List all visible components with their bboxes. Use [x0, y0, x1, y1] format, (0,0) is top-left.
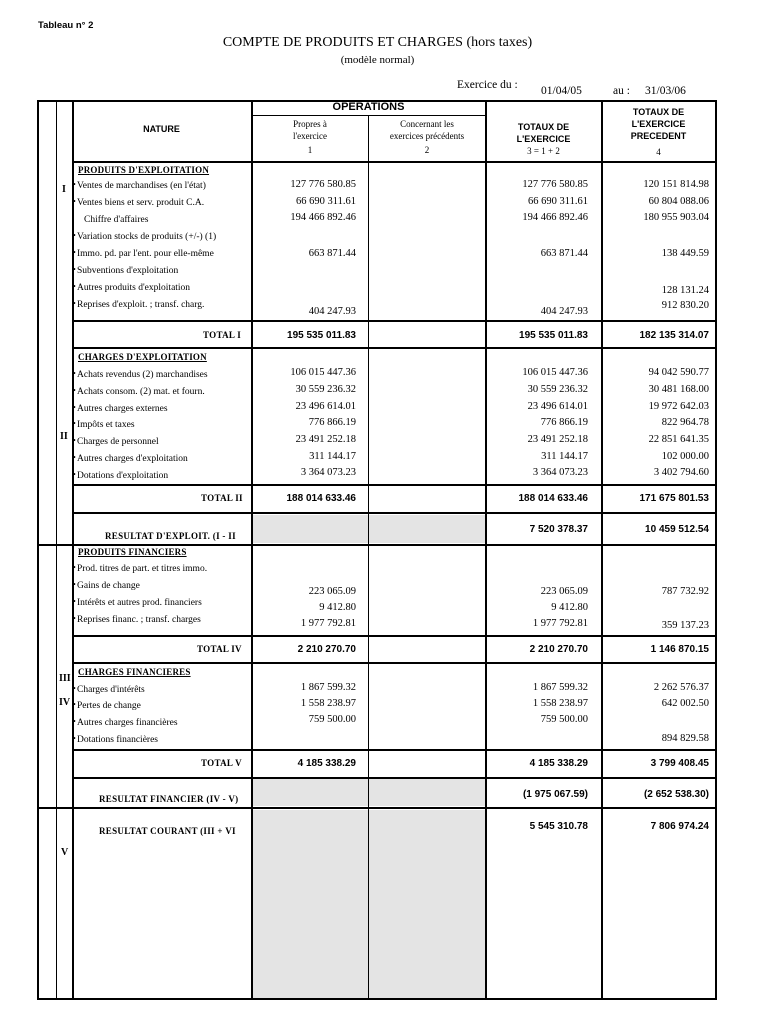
nature-header: NATURE — [143, 124, 180, 134]
cell-c1: 311 144.17 — [309, 451, 356, 462]
exercice-date-from: 01/04/05 — [541, 85, 582, 97]
total-II-c4: 171 675 801.53 — [639, 493, 709, 504]
totaux-exercice-header: TOTAUX DE L'EXERCICE 3 = 1 + 2 — [516, 122, 571, 156]
resultat-financier-c3: (1 975 067.59) — [522, 789, 588, 800]
total-IV-c3: 2 210 270.70 — [529, 644, 588, 655]
row-label: • Gains de change — [77, 581, 140, 591]
cell-c4: 120 151 814.98 — [643, 179, 709, 190]
cell-c4: 19 972 642.03 — [648, 401, 709, 412]
page-subtitle: (modèle normal) — [340, 54, 415, 66]
shaded-cell — [369, 810, 485, 998]
cell-c4: 912 830.20 — [661, 300, 709, 311]
shaded-cell — [252, 515, 368, 543]
cell-c3: 1 867 599.32 — [532, 682, 588, 693]
shaded-cell — [252, 810, 368, 998]
total-I-c4: 182 135 314.07 — [639, 330, 709, 341]
cell-c3: 223 065.09 — [540, 586, 588, 597]
cell-c4: 128 131.24 — [661, 285, 709, 296]
total-I-c3: 195 535 011.83 — [519, 330, 588, 341]
cell-c3: 127 776 580.85 — [522, 179, 588, 190]
cell-c4: 3 402 794.60 — [653, 467, 709, 478]
cell-c3: 30 559 236.32 — [527, 384, 588, 395]
cell-c4: 822 964.78 — [661, 417, 709, 428]
roman-III: III — [59, 673, 71, 684]
total-V-c4: 3 799 408.45 — [650, 758, 709, 769]
row-label: Chiffre d'affaires — [84, 215, 149, 225]
cell-c1: 1 867 599.32 — [300, 682, 356, 693]
shaded-cell — [252, 779, 368, 806]
row-label: • Impôts et taxes — [77, 420, 135, 430]
total-V-c1: 4 185 338.29 — [297, 758, 356, 769]
resultat-exploit-label: RESULTAT D'EXPLOIT. (I - II — [105, 531, 236, 541]
resultat-financier-c4: (2 652 538.30) — [643, 789, 709, 800]
cell-c1: 3 364 073.23 — [300, 467, 356, 478]
row-label: • Autres produits d'exploitation — [77, 283, 190, 293]
roman-V: V — [61, 847, 69, 858]
row-label: • Immo. pd. par l'ent. pour elle-même — [77, 249, 214, 259]
row-label: • Charges d'intérêts — [77, 685, 145, 695]
cell-c1: 1 558 238.97 — [300, 698, 356, 709]
cell-c1: 66 690 311.61 — [296, 196, 356, 207]
cell-c4: 2 262 576.37 — [653, 682, 709, 693]
row-label: • Intérêts et autres prod. financiers — [77, 598, 202, 608]
resultat-exploit-c4: 10 459 512.54 — [645, 524, 709, 535]
resultat-courant-label: RESULTAT COURANT (III + VI — [99, 826, 236, 836]
cell-c1: 663 871.44 — [308, 248, 356, 259]
cell-c1: 23 491 252.18 — [295, 434, 356, 445]
cell-c3: 23 491 252.18 — [527, 434, 588, 445]
propres-header: Propres à l'exercice 1 — [292, 119, 328, 155]
concernant-header: Concernant les exercices précédents 2 — [389, 119, 465, 155]
row-label: • Dotations d'exploitation — [77, 471, 168, 481]
cell-c1: 106 015 447.36 — [290, 367, 356, 378]
total-II-c1: 188 014 633.46 — [286, 493, 356, 504]
cell-c4: 894 829.58 — [661, 733, 709, 744]
cell-c1: 776 866.19 — [308, 417, 356, 428]
row-label: • Subventions d'exploitation — [77, 266, 178, 276]
exercice-au-label: au : — [613, 85, 630, 97]
section-produits-exploitation: PRODUITS D'EXPLOITATION — [78, 165, 210, 175]
cell-c1: 1 977 792.81 — [300, 618, 356, 629]
cell-c3: 3 364 073.23 — [532, 467, 588, 478]
cell-c4: 22 851 641.35 — [648, 434, 709, 445]
shaded-cell — [369, 515, 485, 543]
total-IV-c4: 1 146 870.15 — [650, 644, 709, 655]
section-charges-exploitation: CHARGES D'EXPLOITATION — [78, 352, 207, 362]
row-label: • Ventes biens et serv. produit C.A. — [77, 198, 204, 208]
cell-c1: 404 247.93 — [308, 306, 356, 317]
resultat-exploit-c3: 7 520 378.37 — [529, 524, 588, 535]
cell-c4: 138 449.59 — [661, 248, 709, 259]
total-I-c1: 195 535 011.83 — [287, 330, 356, 341]
row-label: • Autres charges d'exploitation — [77, 454, 188, 464]
cell-c3: 663 871.44 — [540, 248, 588, 259]
total-V-label: TOTAL V — [201, 758, 242, 768]
cell-c3: 311 144.17 — [541, 451, 588, 462]
row-label: • Dotations financières — [77, 735, 158, 745]
cell-c1: 127 776 580.85 — [290, 179, 356, 190]
cell-c4: 642 002.50 — [661, 698, 709, 709]
cell-c1: 759 500.00 — [308, 714, 356, 725]
row-label: • Achats revendus (2) marchandises — [77, 370, 208, 380]
cell-c4: 359 137.23 — [661, 620, 709, 631]
roman-I: I — [62, 184, 66, 195]
resultat-courant-c4: 7 806 974.24 — [650, 821, 709, 832]
cell-c4: 787 732.92 — [661, 586, 709, 597]
cell-c1: 223 065.09 — [308, 586, 356, 597]
cell-c3: 759 500.00 — [540, 714, 588, 725]
cell-c3: 404 247.93 — [540, 306, 588, 317]
cell-c4: 180 955 903.04 — [643, 212, 709, 223]
row-label: • Reprises financ. ; transf. charges — [77, 615, 201, 625]
row-label: • Prod. titres de part. et titres immo. — [77, 564, 207, 574]
operations-header: OPERATIONS — [332, 101, 405, 113]
row-label: • Achats consom. (2) mat. et fourn. — [77, 387, 205, 397]
cell-c1: 194 466 892.46 — [290, 212, 356, 223]
cell-c4: 102 000.00 — [661, 451, 709, 462]
cell-c4: 30 481 168.00 — [648, 384, 709, 395]
roman-II: II — [60, 431, 68, 442]
total-I-label: TOTAL I — [203, 330, 242, 340]
cell-c1: 30 559 236.32 — [295, 384, 356, 395]
cell-c3: 1 558 238.97 — [532, 698, 588, 709]
cell-c3: 1 977 792.81 — [532, 618, 588, 629]
cell-c3: 776 866.19 — [540, 417, 588, 428]
roman-IV: IV — [59, 697, 71, 708]
row-label: • Variation stocks de produits (+/-) (1) — [77, 232, 216, 242]
page-title: COMPTE DE PRODUITS ET CHARGES (hors taxes) — [222, 35, 533, 50]
cell-c3: 9 412.80 — [551, 602, 588, 613]
shaded-cell — [369, 779, 485, 806]
cell-c3: 106 015 447.36 — [522, 367, 588, 378]
row-label: • Autres charges financières — [77, 718, 178, 728]
total-II-c3: 188 014 633.46 — [518, 493, 588, 504]
total-IV-c1: 2 210 270.70 — [297, 644, 356, 655]
section-charges-financieres: CHARGES FINANCIERES — [78, 667, 191, 677]
resultat-courant-c3: 5 545 310.78 — [529, 821, 588, 832]
row-label: • Pertes de change — [77, 701, 141, 711]
row-label: • Ventes de marchandises (en l'état) — [77, 181, 206, 191]
cell-c3: 66 690 311.61 — [528, 196, 588, 207]
resultat-financier-label: RESULTAT FINANCIER (IV - V) — [99, 794, 239, 804]
section-produits-financiers: PRODUITS FINANCIERS — [78, 547, 187, 557]
total-IV-label: TOTAL IV — [197, 644, 242, 654]
cell-c3: 23 496 614.01 — [527, 401, 588, 412]
cell-c1: 23 496 614.01 — [295, 401, 356, 412]
cell-c4: 60 804 088.06 — [648, 196, 709, 207]
totaux-precedent-header: TOTAUX DE L'EXERCICE PRECEDENT 4 — [630, 107, 687, 157]
tableau-number: Tableau n° 2 — [38, 20, 94, 31]
row-label: • Autres charges externes — [77, 404, 168, 414]
row-label: • Charges de personnel — [77, 437, 159, 447]
total-V-c3: 4 185 338.29 — [529, 758, 588, 769]
cell-c1: 9 412.80 — [319, 602, 356, 613]
exercice-label: Exercice du : — [457, 79, 518, 91]
row-label: • Reprises d'exploit. ; transf. charg. — [77, 300, 204, 310]
cell-c3: 194 466 892.46 — [522, 212, 588, 223]
total-II-label: TOTAL II — [201, 493, 243, 503]
cell-c4: 94 042 590.77 — [648, 367, 709, 378]
exercice-date-to: 31/03/06 — [645, 85, 686, 97]
